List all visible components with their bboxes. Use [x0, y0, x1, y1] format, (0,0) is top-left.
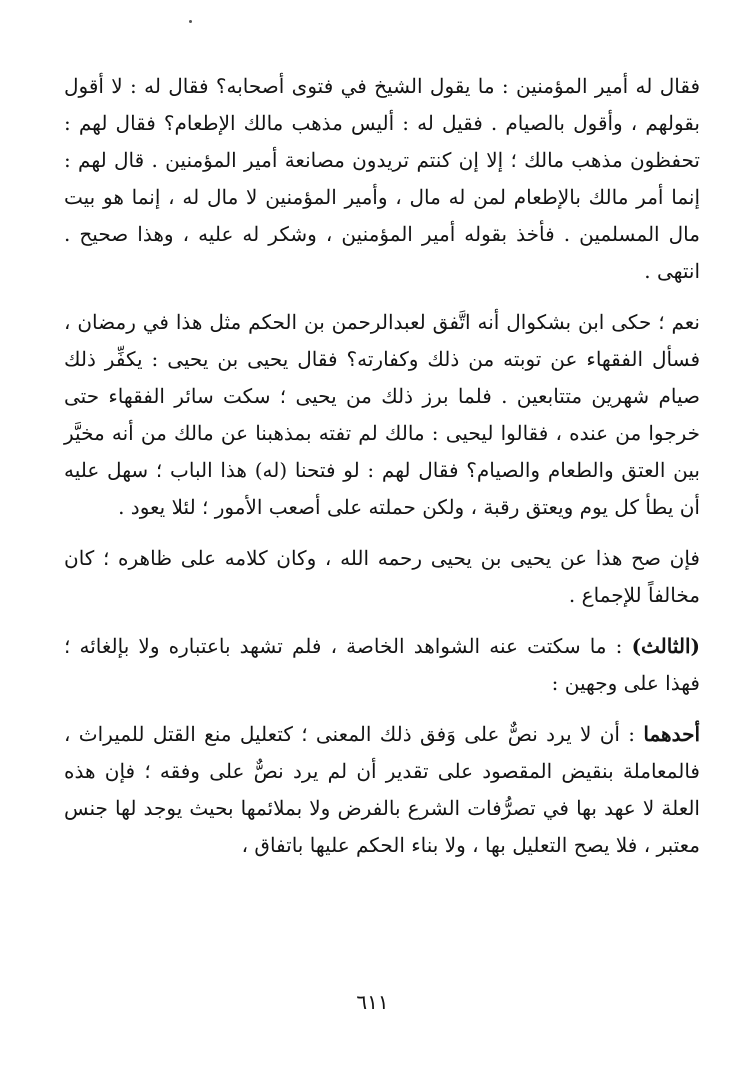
paragraph-4-text: : ما سكتت عنه الشواهد الخاصة ، فلم تشهد باعتباره ولا بإلغائه ؛ فهذا على وجهين :: [64, 634, 700, 695]
paragraph-3: [64, 540, 700, 614]
page-number: ٦١١: [356, 990, 389, 1014]
paragraph-4-heading: (الثالث): [631, 634, 701, 658]
paragraph-5: [64, 716, 700, 864]
paragraph-4: [64, 628, 700, 702]
top-mark: [189, 20, 192, 23]
paragraph-1: [64, 68, 700, 290]
paragraph-5-heading: أحدهما: [643, 722, 700, 746]
main-text: [64, 68, 700, 878]
paragraph-3-text: فإن صح هذا عن يحيى بن يحيى رحمه الله ، وكان كلامه على ظاهره ؛ كان مخالفاً للإجماع .: [64, 546, 700, 607]
paragraph-5-text: : أن لا يرد نصٌّ على وَفق ذلك المعنى ؛ كتعليل منع القتل للميراث ، فالمعاملة بنقيض المقصود على تقدير أن لم يرد نصٌّ على وفقه ؛ فإن هذه العلة لا عهد بها في تصرُّفات الشرع بالفرض ولا بملائمها بحيث يوجد لها جنس معتبر ، فلا يصح التعليل بها ، ولا بناء الحكم عليها باتفاق ،: [64, 722, 700, 857]
paragraph-1-text: فقال له أمير المؤمنين : ما يقول الشيخ في فتوى أصحابه؟ فقال له : لا أقول بقولهم ، وأقول بالصيام . فقيل له : أليس مذهب مالك الإطعام؟ فقال لهم : تحفظون مذهب مالك ؛ إلا إن كنتم تريدون مصانعة أمير المؤمنين . قال لهم : إنما أمر مالك بالإطعام لمن له مال ، وأمير المؤمنين لا مال له ، إنما هو بيت مال المسلمين . فأخذ بقوله أمير المؤمنين ، وشكر له عليه ، وهذا صحيح . انتهى .: [64, 74, 700, 283]
paragraph-2-text: نعم ؛ حكى ابن بشكوال أنه اتَّفق لعبدالرحمن بن الحكم مثل هذا في رمضان ، فسأل الفقهاء عن توبته من ذلك وكفارته؟ فقال يحيى بن يحيى : يكفِّر ذلك صيام شهرين متتابعين . فلما برز ذلك من يحيى ؛ سكت سائر الفقهاء حتى خرجوا من عنده ، فقالوا ليحيى : مالك لم تفته بمذهبنا عن مالك من أنه مخيَّر بين العتق والطعام والصيام؟ فقال لهم : لو فتحنا (له) هذا الباب ؛ سهل عليه أن يطأ كل يوم ويعتق رقبة ، ولكن حملته على أصعب الأمور ؛ لئلا يعود .: [64, 310, 700, 519]
paragraph-2: [64, 304, 700, 526]
